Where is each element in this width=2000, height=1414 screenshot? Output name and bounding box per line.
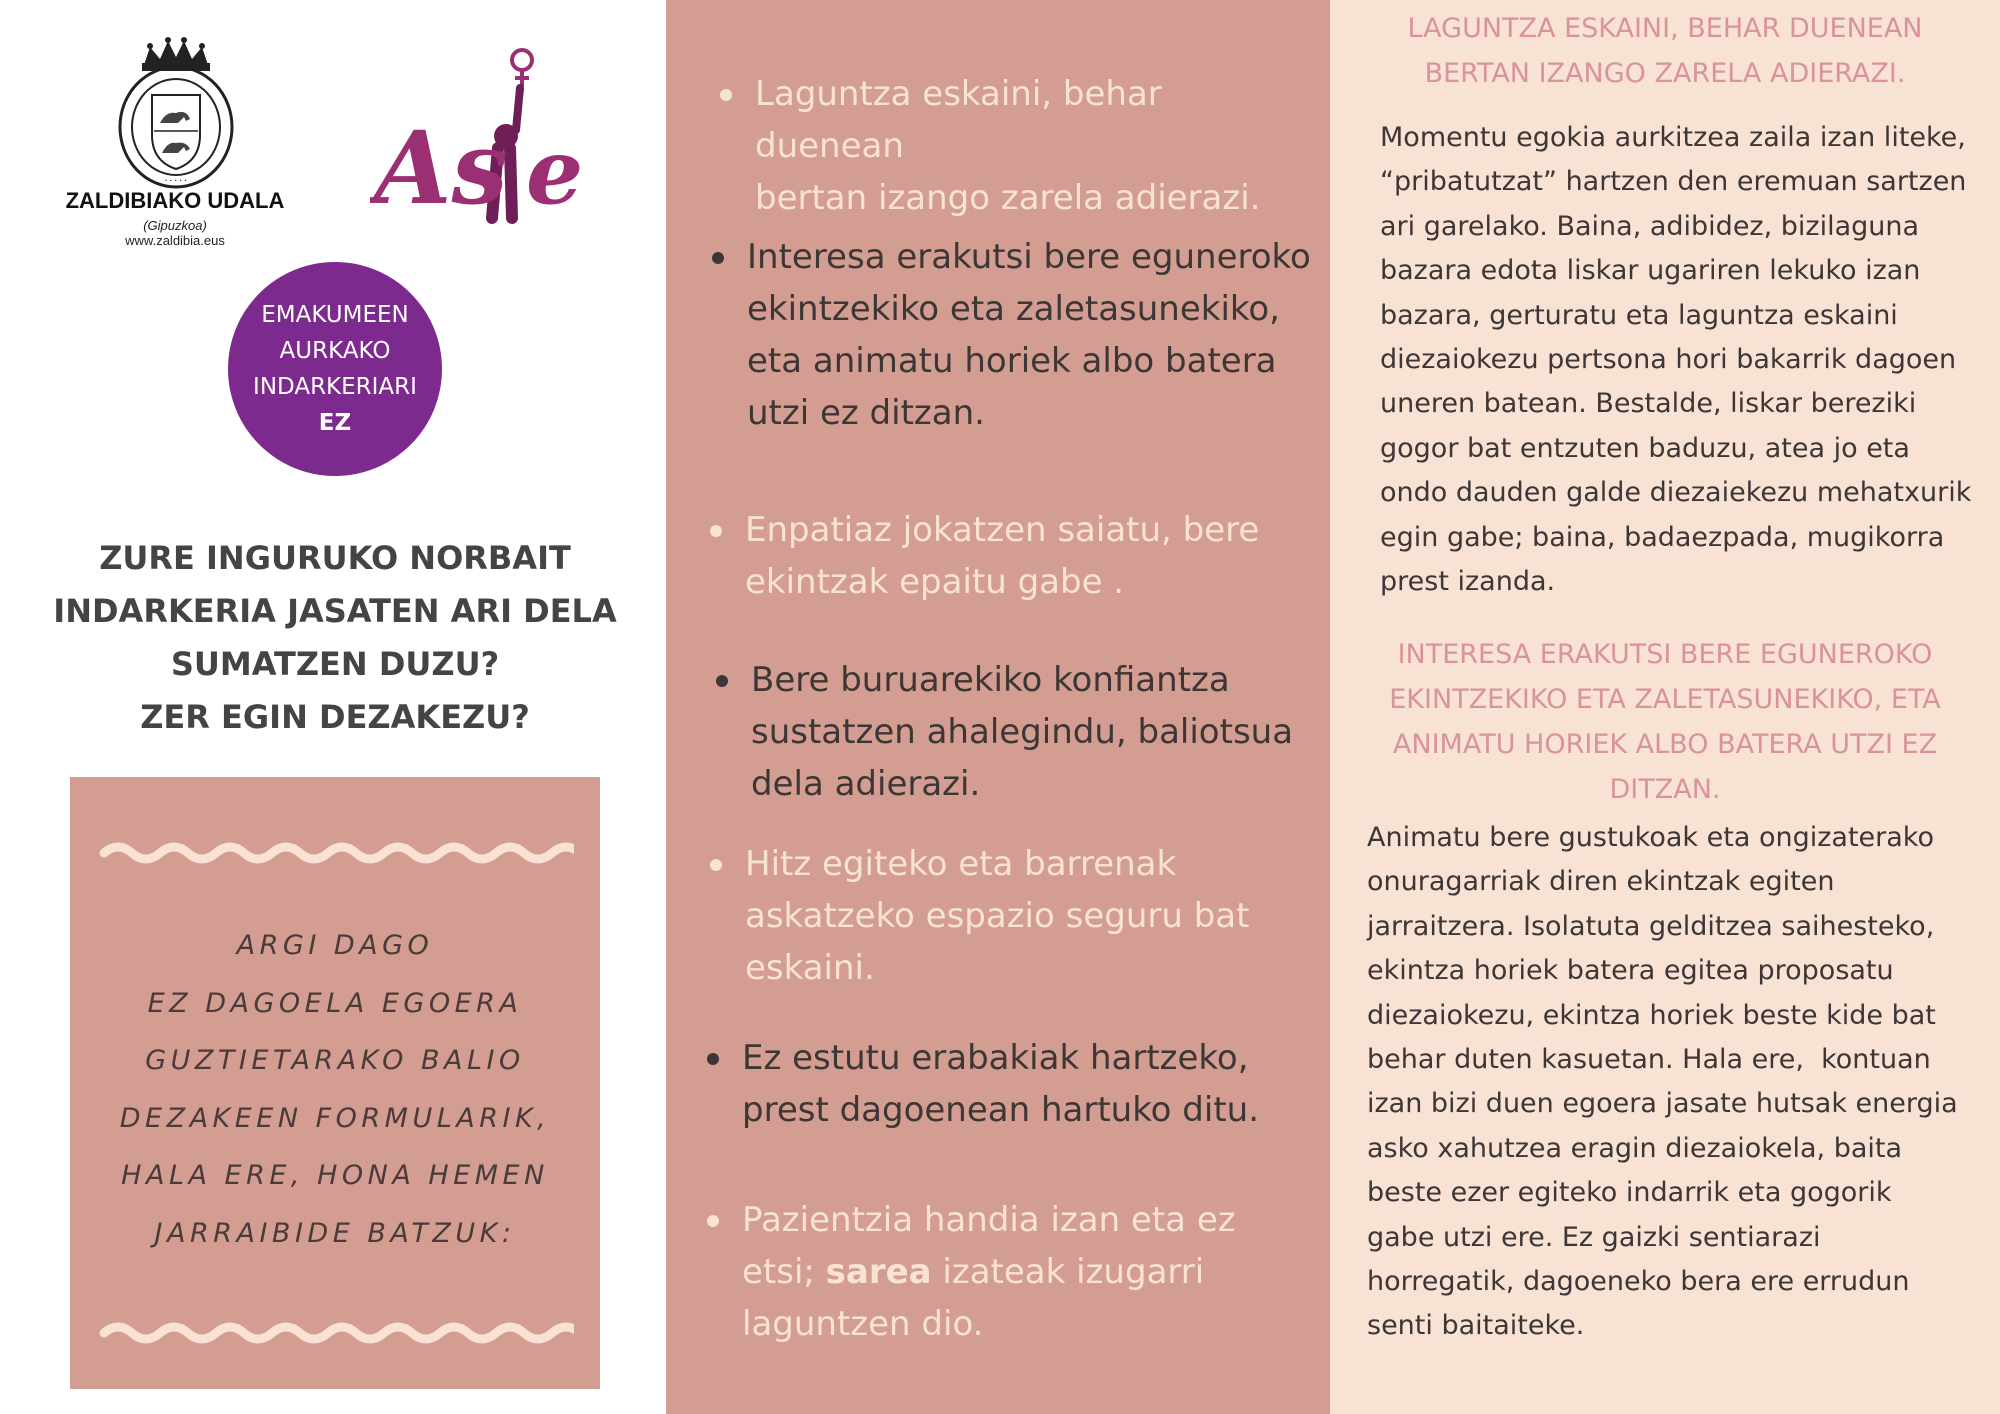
para-line: bazara edota liskar ugariren lekuko izan [1380,255,1921,287]
para-line: horregatik, dagoeneko bera ere errudun [1367,1266,1910,1298]
bullet-text: izateak izugarri [931,1252,1205,1292]
municipal-crest-icon [114,35,238,195]
section-heading [1370,632,1960,812]
bullet-line: Ez estutu erabakiak hartzeko, [742,1038,1249,1078]
intro-line: ARGI DAGO [236,930,434,961]
intro-line: JARRAIBIDE BATZUK: [154,1217,516,1249]
svg-text:· · · · ·: · · · · · [164,176,188,185]
bullet-dot-icon [710,525,722,537]
bullet-line: Pazientzia handia izan eta ez [742,1200,1236,1240]
para-line: Momentu egokia aurkitzea zaila izan liteke, [1380,122,1966,153]
bullet-line: prest dagoenean hartuko ditu. [742,1090,1260,1130]
para-line: ari garelako. Baina, adibidez, bizilaguna [1380,210,1920,242]
municipality-region: (Gipuzkoa) [143,218,207,233]
badge-line: INDARKERIARI [253,374,417,400]
para-line: jarraitzera. Isolatuta gelditzea saihesteko, [1367,910,1935,942]
bullet-dot-icon [712,252,724,264]
section-paragraph [1367,816,1977,1349]
heading-line: EKINTZEKIKO ETA ZALETASUNEKIKO, ETA [1389,684,1941,715]
no-violence-badge [228,262,442,476]
para-line: Animatu bere gustukoak eta ongizaterako [1367,822,1934,853]
question-line: ZER EGIN DEZAKEZU? [140,698,530,736]
bullet-line: sustatzen ahalegindu, baliotsua [751,712,1294,752]
para-line: uneren batean. Bestalde, liskar bereziki [1380,388,1917,420]
question-line: SUMATZEN DUZU? [170,645,500,683]
bullet-line: eskaini. [745,948,875,988]
para-line: ekintza horiek batera egitea proposatu [1367,955,1894,987]
intro-box-text [70,917,600,1262]
bullet-dot-icon [707,1215,719,1227]
bullet-line: utzi ez ditzan. [747,393,985,433]
para-line: bazara, gerturatu eta laguntza eskaini [1380,299,1898,331]
intro-line: EZ DAGOELA EGOERA [147,987,523,1019]
para-line: egin gabe; baina, badaezpada, mugikorra [1380,521,1945,553]
para-line: ondo dauden galde diezaiekezu mehatxurik [1380,477,1972,509]
intro-box [70,777,600,1389]
heading-line: ANIMATU HORIEK ALBO BATERA UTZI EZ [1392,729,1938,760]
section-heading [1370,6,1960,96]
badge-line-ez: EZ [318,410,352,436]
bullet-dot-icon [716,675,728,687]
para-line: behar duten kasuetan. Hala ere, kontuan [1367,1044,1931,1076]
asie-logo-icon [370,38,590,238]
bullet-dot-icon [710,859,722,871]
intro-line: HALA ERE, HONA HEMEN [121,1160,549,1191]
question-line: ZURE INGURUKO NORBAIT [99,539,571,577]
bullet-line: askatzeko espazio seguru bat [745,896,1250,936]
wave-divider-icon [96,839,574,867]
para-line: gogor bat entzuten baduzu, atea jo eta [1380,432,1910,464]
para-line: prest izanda. [1380,566,1556,598]
bullet-line: Hitz egiteko eta barrenak [745,844,1177,884]
question-line: INDARKERIA JASATEN ARI DELA [53,592,617,630]
bullet-text: etsi; [742,1252,826,1292]
wave-divider-icon [96,1319,574,1347]
bullet-line: eta animatu horiek albo batera [747,341,1277,381]
para-line: asko xahutzea eragin diezaiokela, baita [1367,1132,1903,1164]
bullet-dot-icon [707,1053,719,1065]
svg-text:e: e [526,119,584,225]
bullet-line: Laguntza eskaini, behar duenean [755,74,1162,166]
municipality-website: www.zaldibia.eus [125,233,225,248]
intro-line: GUZTIETARAKO BALIO [145,1045,525,1076]
bullet-line: dela adierazi. [751,764,981,804]
para-line: senti baitaiteke. [1367,1310,1585,1342]
heading-line: DITZAN. [1609,774,1721,805]
badge-line: AURKAKO [279,338,391,364]
bullet-line: laguntzen dio. [742,1304,984,1344]
bullet-line: Interesa erakutsi bere eguneroko [747,237,1311,277]
heading-line: INTERESA ERAKUTSI BERE EGUNEROKO [1397,639,1933,670]
para-line: beste ezer egiteko indarrik eta gogorik [1367,1177,1892,1209]
heading-line: BERTAN IZANGO ZARELA ADIERAZI. [1424,58,1906,89]
bullet-bold-text: sarea [825,1252,932,1292]
bullet-line: Bere buruarekiko konfiantza [751,660,1230,700]
question-heading [40,532,630,744]
bullet-line: Enpatiaz jokatzen saiatu, bere [745,510,1260,550]
municipality-name: ZALDIBIAKO UDALA [65,188,285,213]
para-line: gabe utzi ere. Ez gaizki sentiarazi [1367,1221,1821,1253]
para-line: diezaiokezu pertsona hori bakarrik dagoen [1380,344,1957,376]
bullet-line: ekintzak epaitu gabe . [745,562,1125,602]
svg-text:As: As [374,109,508,227]
bullet-dot-icon [720,89,732,101]
heading-line: LAGUNTZA ESKAINI, BEHAR DUENEAN [1407,13,1923,44]
left-column [0,0,666,1414]
bullet-line: ekintzekiko eta zaletasunekiko, [747,289,1280,329]
bullet-line: bertan izango zarela adierazi. [755,178,1261,218]
section-paragraph [1380,116,1980,604]
para-line: “pribatutzat” hartzen den eremuan sartzen [1380,166,1967,198]
para-line: diezaiokezu, ekintza horiek beste kide bat [1367,999,1936,1031]
para-line: izan bizi duen egoera jasate hutsak energia [1367,1088,1958,1120]
badge-line: EMAKUMEEN [261,302,409,328]
para-line: onuragarriak diren ekintzak egiten [1367,866,1835,898]
bullet-line [742,1246,1312,1298]
intro-line: DEZAKEEN FORMULARIK, [119,1102,551,1134]
